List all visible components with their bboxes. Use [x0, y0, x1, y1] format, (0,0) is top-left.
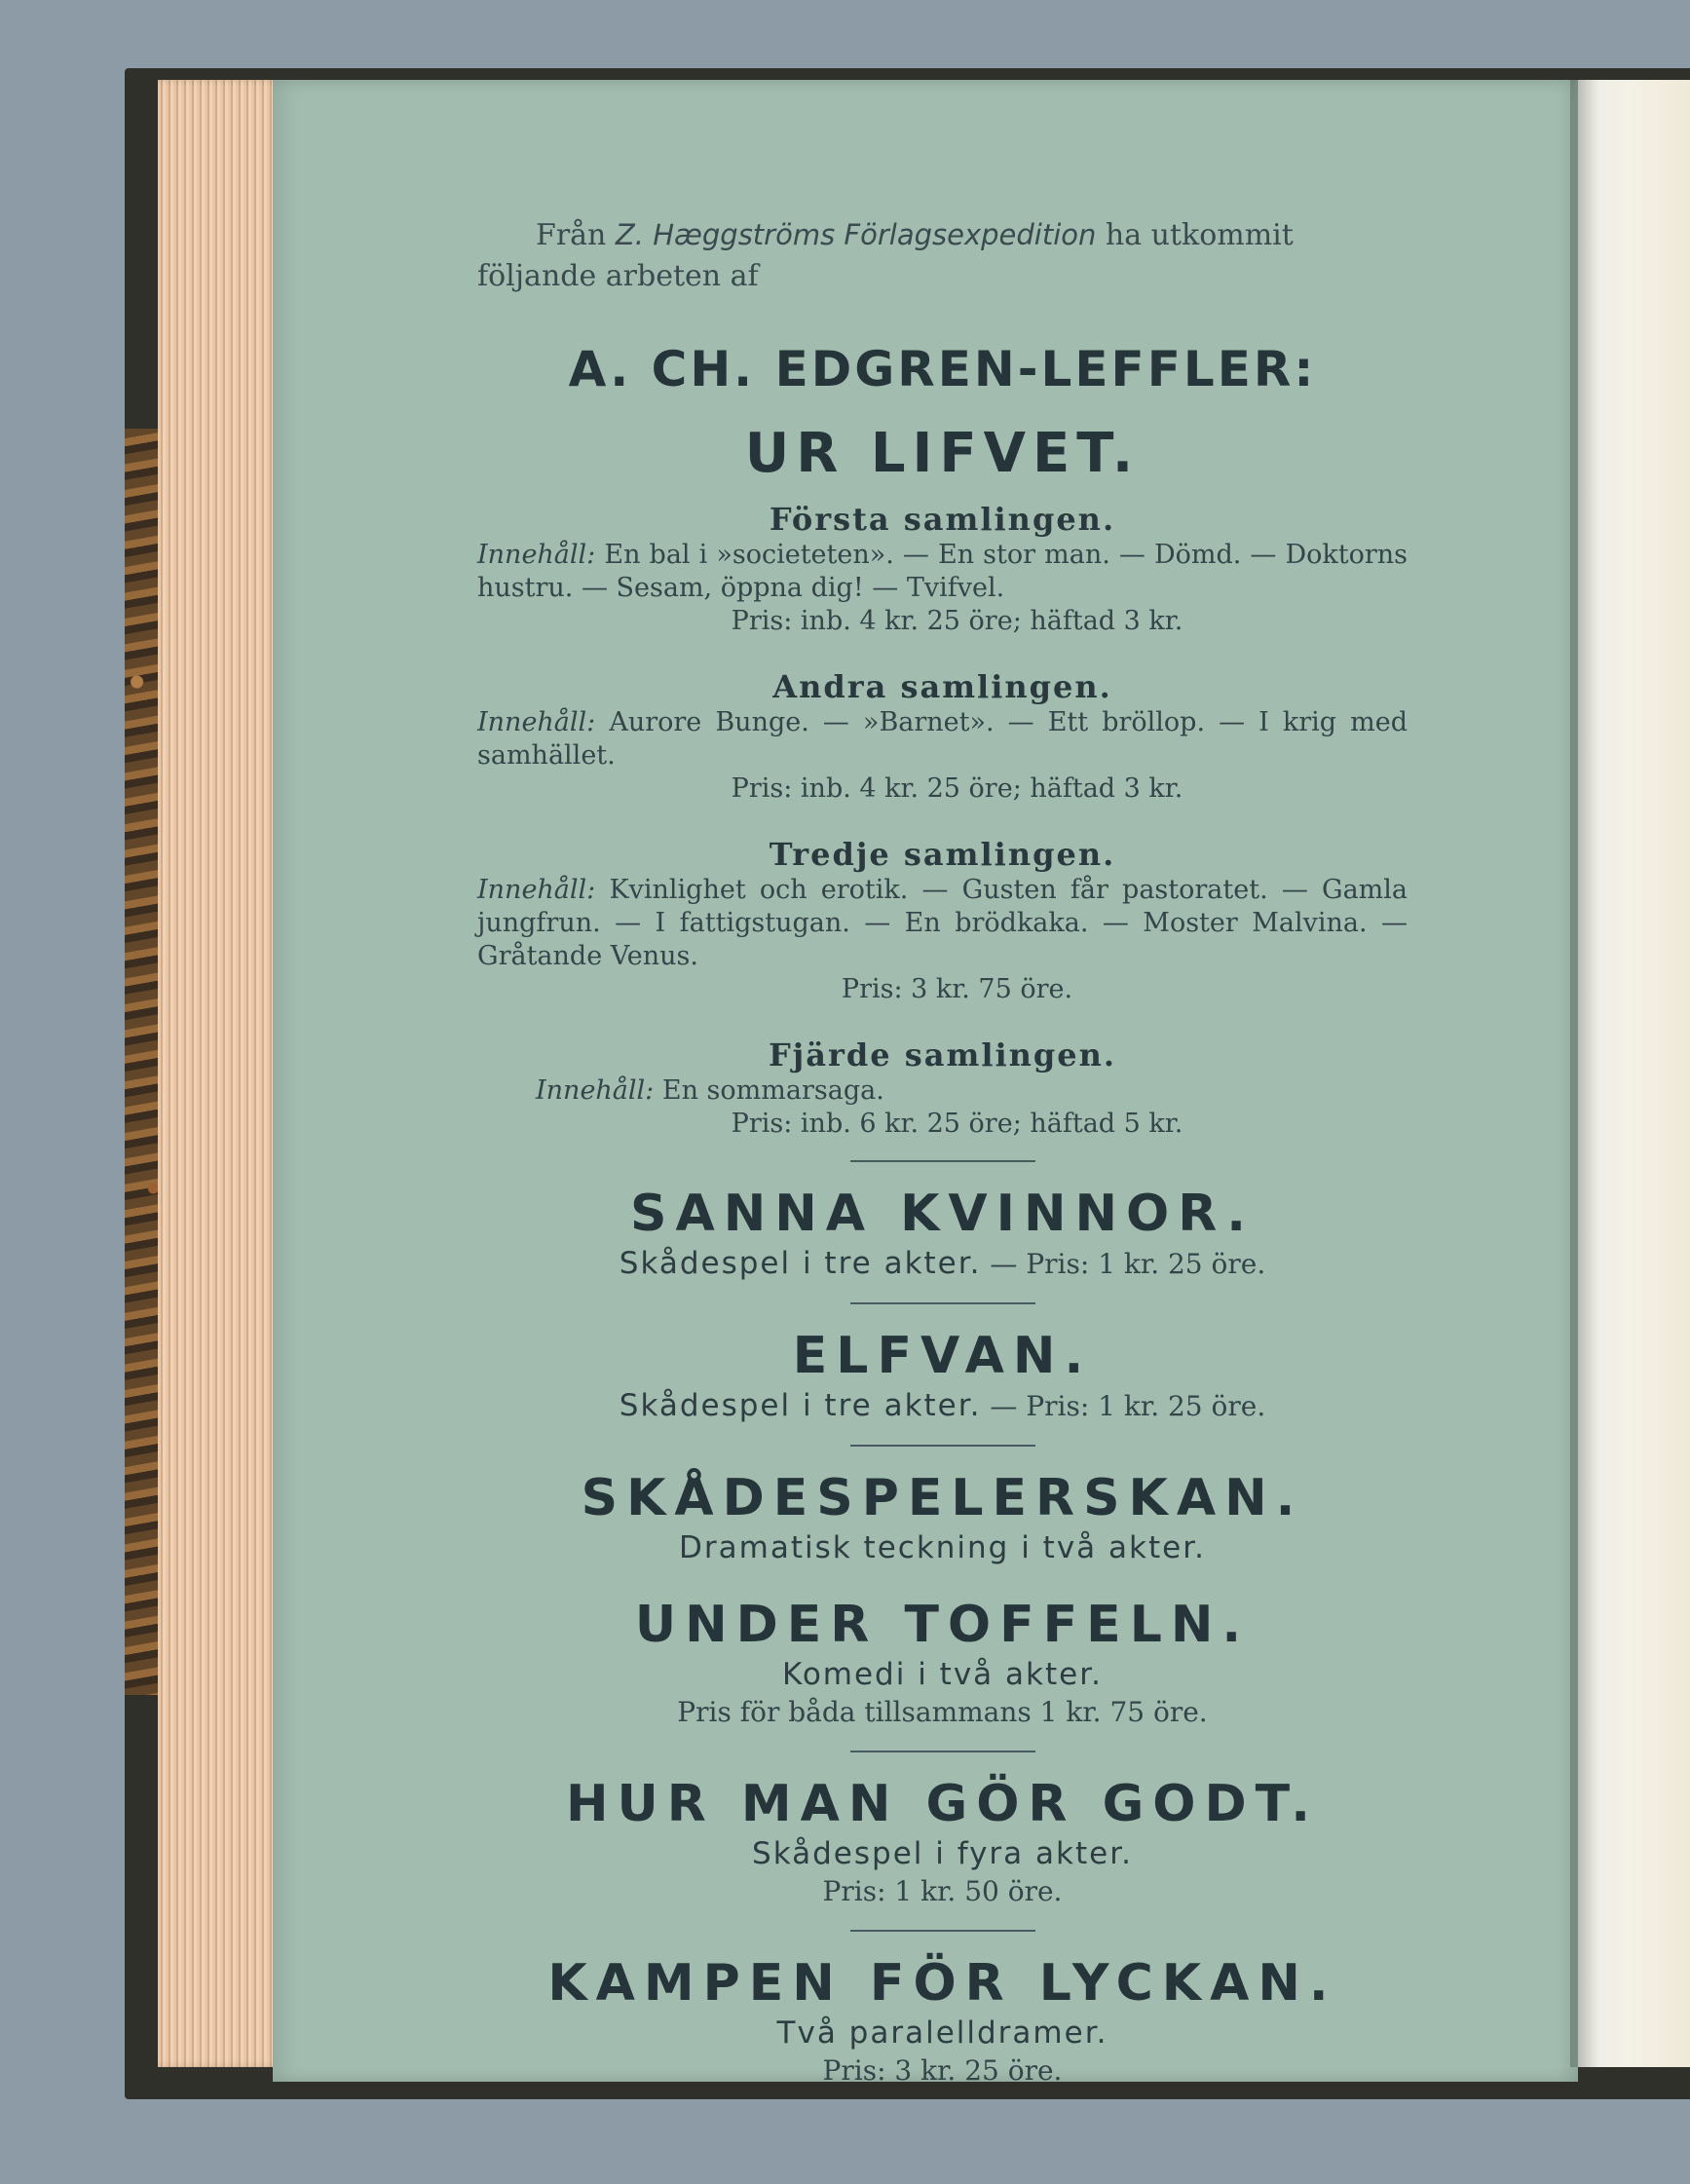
work-subtitle: Skådespel i fyra akter. — [752, 1836, 1133, 1871]
work-title: SKÅDESPELERSKAN. — [581, 1469, 1304, 1527]
collection-contents — [477, 1074, 1408, 1108]
work-price: — Pris: 1 kr. 25 öre. — [981, 1390, 1266, 1422]
work-subtitle: Dramatisk teckning i två akter. — [679, 1530, 1206, 1565]
work-subtitle: Två paralelldramer. — [776, 2015, 1108, 2051]
contents-label: Innehåll: — [477, 875, 596, 905]
collection-price: Pris: 3 kr. 75 öre. — [841, 974, 1073, 1004]
work-price: Pris för båda tillsammans 1 kr. 75 öre. — [677, 1696, 1208, 1728]
contents-label: Innehåll: — [477, 540, 596, 570]
contents-label: Innehåll: — [536, 1075, 655, 1106]
work-title: KAMPEN FÖR LYCKAN. — [547, 1954, 1337, 2013]
intro-text-start: Från — [536, 218, 616, 252]
work-price: — Pris: 1 kr. 25 öre. — [981, 1248, 1266, 1280]
publisher-intro — [477, 214, 1408, 297]
collection-heading: Tredje samlingen. — [769, 836, 1116, 873]
collection-price: Pris: inb. 4 kr. 25 öre; häftad 3 kr. — [731, 773, 1183, 804]
collection-contents — [477, 539, 1408, 605]
collection-contents — [477, 706, 1408, 772]
work-subtitle — [477, 1244, 1408, 1283]
page-gutter-shadow — [1570, 80, 1599, 2067]
divider-rule — [850, 1445, 1035, 1447]
work-subtitle: Komedi i två akter. — [782, 1657, 1103, 1692]
work-subtitle — [477, 1386, 1408, 1425]
contents-list: En sommarsaga. — [654, 1075, 884, 1106]
author-name: A. CH. EDGREN-LEFFLER: — [568, 341, 1317, 397]
contents-label: Innehåll: — [477, 707, 596, 737]
collection-contents — [477, 874, 1408, 973]
divider-rule — [850, 1751, 1035, 1752]
work-genre: Skådespel i tre akter. — [619, 1388, 982, 1423]
collection-heading: Första samlingen. — [769, 501, 1116, 538]
contents-list: Aurore Bunge. — »Barnet». — Ett bröllop. — I krig med samhället. — [477, 707, 1408, 771]
contents-list: En bal i »societeten». — En stor man. — Dömd. — Doktorns hustru. — Sesam, öppna dig! — Tvifvel. — [477, 540, 1408, 603]
divider-rule — [850, 1160, 1035, 1162]
work-price: Pris: 1 kr. 50 öre. — [822, 1875, 1063, 1907]
advertisement-page — [273, 80, 1578, 2087]
work-title: SANNA KVINNOR. — [630, 1185, 1255, 1243]
collection-price: Pris: inb. 4 kr. 25 öre; häftad 3 kr. — [731, 606, 1183, 636]
work-genre: Skådespel i tre akter. — [619, 1246, 982, 1281]
collection-heading: Fjärde samlingen. — [768, 1036, 1117, 1073]
intro-text-end: ha utkommit följande arbeten af — [477, 218, 1294, 293]
collection-price: Pris: inb. 6 kr. 25 öre; häftad 5 kr. — [731, 1109, 1183, 1139]
page-edges — [158, 80, 284, 2067]
contents-list: Kvinlighet och erotik. — Gusten får pastoratet. — Gamla jungfrun. — I fattigstugan. — En brödkaka. — Moster Malvina. — Gråtande Venus. — [477, 875, 1408, 971]
work-title: UNDER TOFFELN. — [634, 1596, 1251, 1654]
publisher-name: Z. Hæggströms Förlagsexpedition — [615, 218, 1097, 251]
divider-rule — [850, 1302, 1035, 1304]
work-title: ELFVAN. — [792, 1327, 1093, 1385]
divider-rule — [850, 1930, 1035, 1932]
collection-heading: Andra samlingen. — [772, 668, 1112, 705]
work-title-ur-lifvet: UR LIFVET. — [744, 422, 1141, 485]
work-title: HUR MAN GÖR GODT. — [566, 1775, 1319, 1833]
work-price: Pris: 3 kr. 25 öre. — [822, 2054, 1063, 2087]
page-content — [477, 214, 1408, 2090]
